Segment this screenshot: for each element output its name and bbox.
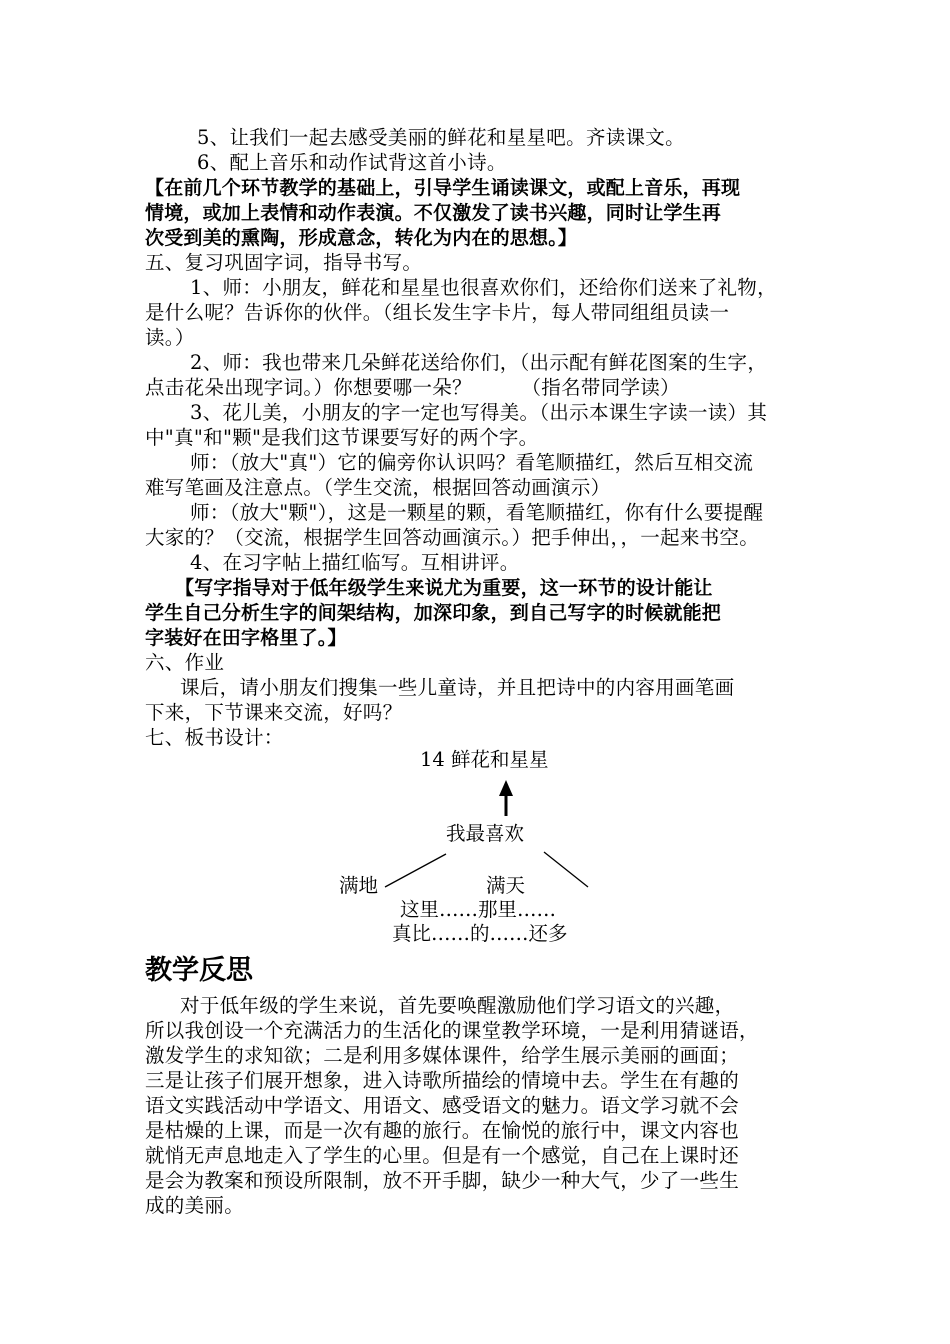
section-heading-7: 七、板书设计：: [145, 726, 284, 749]
body-line: 4、在习字帖上描红临写。互相讲评。: [190, 551, 520, 574]
board-left: 满地: [339, 874, 379, 897]
comment-line: 【写字指导对于低年级学生来说尤为重要，这一环节的设计能让: [175, 577, 713, 599]
left-branch-line: [385, 854, 446, 887]
board-title: 14 鲜花和星星: [420, 748, 549, 771]
right-branch-line: [544, 852, 588, 887]
section-heading-6: 六、作业: [145, 651, 225, 674]
body-line: 难写笔画及注意点。（学生交流，根据回答动画演示）: [145, 476, 611, 499]
comment-line: 次受到美的熏陶，形成意念，转化为内在的思想。】: [145, 227, 578, 249]
body-line: 2、师：我也带来几朵鲜花送给你们，（出示配有鲜花图案的生字，: [190, 351, 768, 374]
comment-line: 情境，或加上表情和动作表演。不仅激发了读书兴趣，同时让学生再: [145, 202, 722, 224]
board-row-2: 真比……的……还多: [392, 922, 568, 945]
body-line: 师：（放大"颗"），这是一颗星的颗，看笔顺描红，你有什么要提醒: [190, 501, 764, 524]
board-right: 满天: [486, 874, 526, 897]
reflection-line: 所以我创设一个充满活力的生活化的课堂教学环境，一是利用猜谜语，: [145, 1019, 759, 1042]
body-line: 点击花朵出现字词。）你想要哪一朵？ （指名带同学读）: [145, 376, 680, 399]
body-line: 师：（放大"真"）它的偏旁你认识吗？看笔顺描红，然后互相交流: [190, 451, 754, 474]
step-5: 5、让我们一起去感受美丽的鲜花和星星吧。齐读课文。: [197, 126, 685, 149]
board-row-1: 这里……那里……: [400, 898, 557, 921]
reflection-line: 对于低年级的学生来说，首先要唤醒激励他们学习语文的兴趣，: [180, 994, 735, 1017]
body-line: 课后，请小朋友们搜集一些儿童诗，并且把诗中的内容用画笔画: [180, 676, 735, 699]
reflection-line: 成的美丽。: [145, 1194, 245, 1217]
reflection-line: 激发学生的求知欲；二是利用多媒体课件，给学生展示美丽的画面；: [145, 1044, 740, 1067]
reflection-line: 是枯燥的上课，而是一次有趣的旅行。在愉悦的旅行中，课文内容也: [145, 1119, 740, 1142]
section-heading-5: 五、复习巩固字词，指导书写。: [145, 251, 423, 274]
reflection-line: 语文实践活动中学语文、用语文、感受语文的魅力。语文学习就不会: [145, 1094, 740, 1117]
body-line: 3、花儿美，小朋友的字一定也写得美。（出示本课生字读一读）其: [190, 401, 768, 424]
body-line: 读。）: [145, 326, 195, 349]
comment-line: 【在前几个环节教学的基础上，引导学生诵读课文，或配上音乐，再现: [145, 177, 741, 199]
up-arrow-head: [499, 780, 513, 796]
comment-line: 字装好在田字格里了。】: [145, 627, 347, 649]
board-center: 我最喜欢: [446, 822, 525, 845]
body-line: 中"真"和"颗"是我们这节课要写好的两个字。: [145, 426, 539, 449]
body-line: 1、师：小朋友，鲜花和星星也很喜欢你们，还给你们送来了礼物，: [190, 276, 777, 299]
body-line: 是什么呢？告诉你的伙伴。（组长发生字卡片，每人带同组组员读一: [145, 301, 730, 324]
reflection-heading: 教学反思: [145, 955, 253, 986]
reflection-line: 三是让孩子们展开想象，进入诗歌所描绘的情境中去。学生在有趣的: [145, 1069, 740, 1092]
body-line: 下来，下节课来交流，好吗？: [145, 701, 403, 724]
reflection-line: 是会为教案和预设所限制，放不开手脚，缺少一种大气，少了一些生: [145, 1169, 740, 1192]
body-line: 大家的？（交流，根据学生回答动画演示。）把手伸出，，一起来书空。: [145, 526, 760, 549]
comment-line: 学生自己分析生字的间架结构，加深印象，到自己写字的时候就能把: [145, 602, 722, 624]
reflection-line: 就悄无声息地走入了学生的心里。但是有一个感觉，自己在上课时还: [145, 1144, 740, 1167]
step-6: 6、配上音乐和动作试背这首小诗。: [197, 151, 507, 174]
